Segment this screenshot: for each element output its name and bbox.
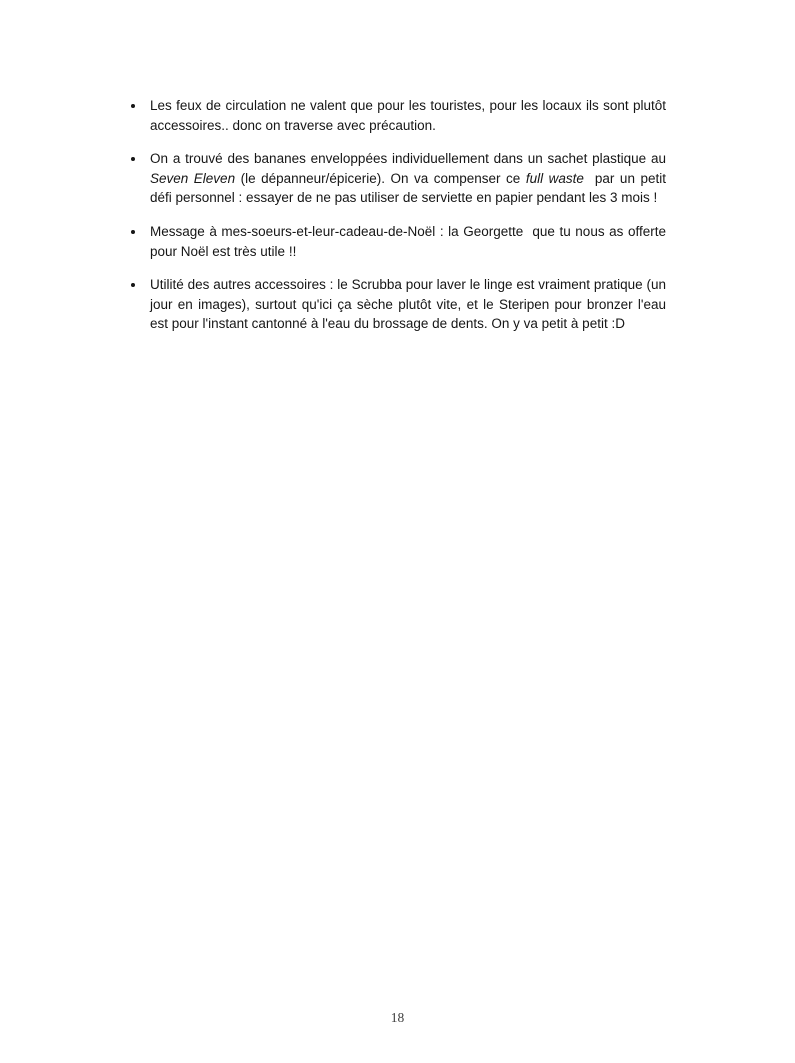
list-item: [150, 275, 666, 334]
bullet-icon: [131, 104, 135, 108]
list-item-text: Message à mes-soeurs-et-leur-cadeau-de-Noël : la Georgette que tu nous as offerte pour Noël est très utile !!: [150, 223, 666, 259]
list-item-text: Utilité des autres accessoires : le Scrubba pour laver le linge est vraiment pratique (un jour en images), surtout qu'ici ça sèche plutôt vite, et le Steripen pour bronzer l'eau est pour l'instant cantonné à l'eau du brossage de dents. On y va petit à petit :D: [150, 277, 666, 332]
list-item: [150, 149, 666, 208]
bullet-icon: [131, 157, 135, 161]
bullet-icon: [131, 230, 135, 234]
page-number: 18: [390, 1010, 405, 1025]
list-item: [150, 96, 666, 135]
list-item-text: Les feux de circulation ne valent que pour les touristes, pour les locaux ils sont plutôt accessoires.. donc on traverse avec précaution.: [150, 98, 666, 133]
bullet-list: [150, 96, 666, 348]
bullet-icon: [131, 283, 135, 287]
list-item-text: On a trouvé des bananes enveloppées individuellement dans un sachet plastique au Seven Eleven (le dépanneur/épicerie). On va compenser ce full waste par un petit défi personnel : essayer de ne pas utiliser de serviette en papier pendant les 3 mois !: [150, 151, 666, 206]
list-item: [150, 222, 666, 261]
